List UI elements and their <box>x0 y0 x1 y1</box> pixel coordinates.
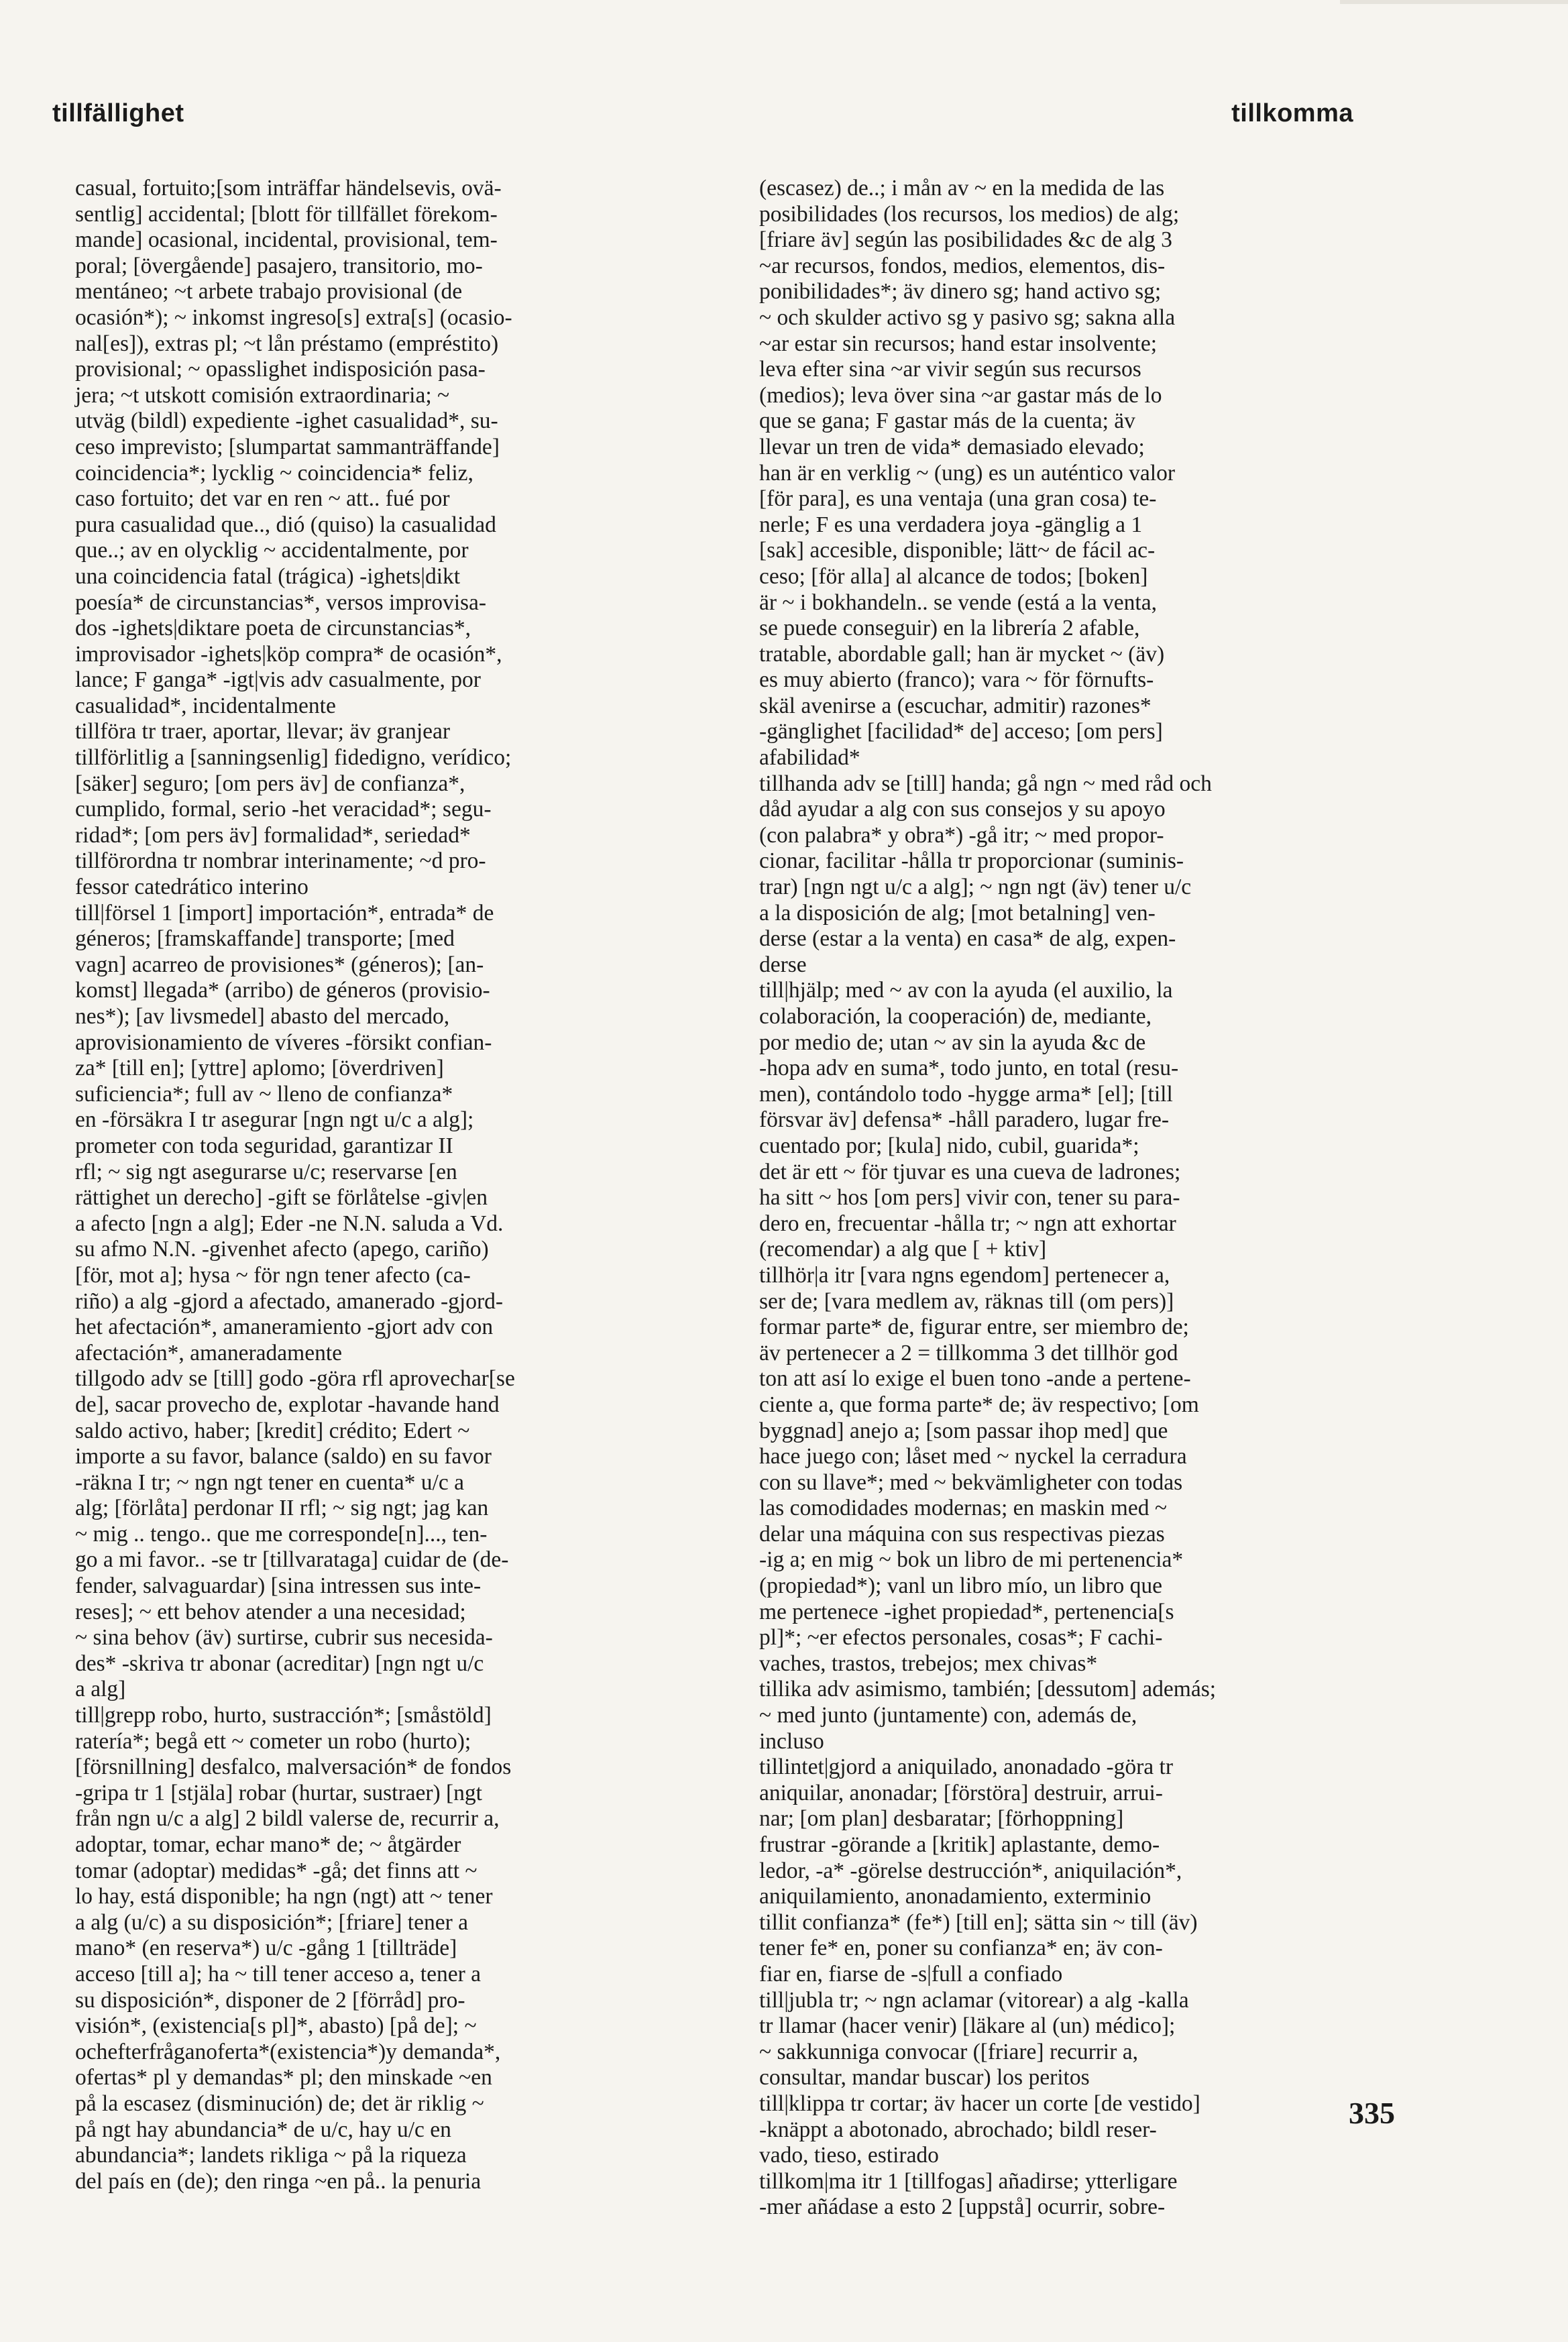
entry-line: cionar, facilitar -hålla tr proporcionar (suminis- <box>759 848 1184 874</box>
entry-line: ceso imprevisto; [slumpartat sammanträffande] <box>75 434 500 459</box>
entry-line: på la escasez (disminución) de; det är riklig ~ <box>75 2090 484 2116</box>
entry-line: su disposición*, disponer de 2 [förråd] pro- <box>75 1987 465 2013</box>
entry-line: poesía* de circunstancias*, versos improvisa- <box>75 590 487 615</box>
entry-line: ridad*; [om pers äv] formalidad*, seriedad* <box>75 822 471 848</box>
entry-line: tillkom|ma itr 1 [tillfogas] añadirse; ytterligare <box>759 2168 1178 2194</box>
entry-line: det är ett ~ för tjuvar es una cueva de ladrones; <box>759 1159 1181 1184</box>
entry-line: mano* (en reserva*) u/c -gång 1 [tillträde] <box>75 1936 457 1961</box>
entry-line: cumplido, formal, serio -het veracidad*; segu- <box>75 797 492 822</box>
entry-line: es muy abierto (franco); vara ~ för förnufts- <box>759 667 1154 693</box>
entry-line: ha sitt ~ hos [om pers] vivir con, tener su para- <box>759 1185 1180 1211</box>
right-guide-word: tillkomma <box>1231 99 1353 127</box>
entry-line: till|grepp robo, hurto, sustracción*; [småstöld] <box>75 1703 492 1728</box>
entry-line: de], sacar provecho de, explotar -havande hand <box>75 1392 500 1417</box>
entry-line: colaboración, la cooperación) de, mediante, <box>759 1004 1152 1029</box>
entry-line: -gänglighet [facilidad* de] acceso; [om pers] <box>759 719 1163 744</box>
entry-line: lance; F ganga* -igt|vis adv casualmente, por <box>75 667 481 693</box>
entry-line: men), contándolo todo -hygge arma* [el]; [till <box>759 1081 1173 1107</box>
entry-line: posibilidades (los recursos, los medios) de alg; <box>759 201 1180 227</box>
entry-line: -räkna I tr; ~ ngn ngt tener en cuenta* u/c a <box>75 1469 464 1495</box>
entry-line: skäl avenirse a (escuchar, admitir) razones* <box>759 693 1152 718</box>
entry-line: ofertas* pl y demandas* pl; den minskade ~en <box>75 2065 492 2090</box>
page-number: 335 <box>1349 2096 1395 2130</box>
entry-line: que se gana; F gastar más de la cuenta; äv <box>759 408 1135 434</box>
entry-line: cuentado por; [kula] nido, cubil, guarida*; <box>759 1133 1139 1158</box>
entry-line: en -försäkra I tr asegurar [ngn ngt u/c a alg]; <box>75 1107 474 1133</box>
entry-line: (recomendar) a alg que [ + ktiv] <box>759 1237 1047 1262</box>
entry-line: tillförlitlig a [sanningsenlig] fidedigno, verídico; <box>75 745 512 771</box>
entry-line: dos -ighets|diktare poeta de circunstancias*, <box>75 616 471 641</box>
entry-line: tener fe* en, poner su confianza* en; äv con- <box>759 1936 1163 1961</box>
entry-line: delar una máquina con sus respectivas piezas <box>759 1521 1165 1547</box>
entry-line: ciente a, que forma parte* de; äv respectivo; [om <box>759 1392 1199 1417</box>
entry-line: tillföra tr traer, aportar, llevar; äv granjear <box>75 719 451 744</box>
entry-line: derse (estar a la venta) en casa* de alg, expen- <box>759 926 1176 952</box>
entry-line: caso fortuito; det var en ren ~ att.. fué por <box>75 486 450 512</box>
entry-line: -knäppt a abotonado, abrochado; bildl reser- <box>759 2117 1157 2142</box>
entry-line: suficiencia*; full av ~ lleno de confianza* <box>75 1081 453 1107</box>
entry-line: improvisador -ighets|köp compra* de ocasión*, <box>75 641 502 667</box>
entry-line: [sak] accesible, disponible; lätt~ de fácil ac- <box>759 538 1156 563</box>
entry-line: fiar en, fiarse de -s|full a confiado <box>759 1961 1063 1987</box>
entry-line: afectación*, amaneradamente <box>75 1340 343 1365</box>
entry-line: ton att así lo exige el buen tono -ande a pertene- <box>759 1366 1191 1392</box>
entry-line: (con palabra* y obra*) -gå itr; ~ med propor- <box>759 822 1164 848</box>
entry-line: ceso; [för alla] al alcance de todos; [boken] <box>759 563 1148 589</box>
entry-line: ~ och skulder activo sg y pasivo sg; sakna alla <box>759 304 1176 330</box>
entry-line: tillika adv asimismo, también; [dessutom] además; <box>759 1677 1217 1702</box>
entry-line: ochefterfråganoferta*(existencia*)y demanda*, <box>75 2039 501 2064</box>
entry-line: -mer añádase a esto 2 [uppstå] ocurrir, sobre- <box>759 2194 1166 2220</box>
entry-line: ~ sina behov (äv) surtirse, cubrir sus necesida- <box>75 1625 493 1651</box>
entry-line: coincidencia*; lycklig ~ coincidencia* feliz, <box>75 460 473 486</box>
entry-line: [försnillning] desfalco, malversación* de fondos <box>75 1754 512 1780</box>
entry-line: a afecto [ngn a alg]; Eder -ne N.N. saluda a Vd. <box>75 1211 504 1236</box>
entry-line: rättighet un derecho] -gift se förlåtelse -giv|en <box>75 1185 488 1211</box>
entry-line: är ~ i bokhandeln.. se vende (está a la venta, <box>759 590 1157 615</box>
entry-line: komst] llegada* (arribo) de géneros (provisio- <box>75 978 490 1003</box>
entry-line: [friare äv] según las posibilidades &c de alg 3 <box>759 227 1172 253</box>
entry-line: nerle; F es una verdadera joya -gänglig a 1 <box>759 512 1143 537</box>
entry-line: afabilidad* <box>759 745 860 771</box>
entry-line: go a mi favor.. -se tr [tillvarataga] cuidar de (de- <box>75 1547 509 1573</box>
entry-line: tillintet|gjord a aniquilado, anonadado -göra tr <box>759 1754 1173 1780</box>
entry-line: pura casualidad que.., dió (quiso) la casualidad <box>75 512 496 537</box>
entry-line: importe a su favor, balance (saldo) en su favor <box>75 1444 492 1469</box>
entry-line: dåd ayudar a alg con sus consejos y su apoyo <box>759 797 1166 822</box>
entry-line: nes*); [av livsmedel] abasto del mercado, <box>75 1004 450 1029</box>
entry-line: pl]*; ~er efectos personales, cosas*; F cachi- <box>759 1625 1163 1651</box>
entry-line: ponibilidades*; äv dinero sg; hand activo sg; <box>759 279 1162 304</box>
entry-line: mentáneo; ~t arbete trabajo provisional (de <box>75 279 463 304</box>
entry-line: por medio de; utan ~ av sin la ayuda &c de <box>759 1029 1146 1055</box>
entry-line: rfl; ~ sig ngt asegurarse u/c; reservarse [en <box>75 1159 457 1184</box>
entry-line: que..; av en olycklig ~ accidentalmente, por <box>75 538 469 563</box>
entry-line: ~ mig .. tengo.. que me corresponde[n]..., ten- <box>75 1521 488 1547</box>
entry-line: [för para], es una ventaja (una gran cosa) te- <box>759 486 1157 512</box>
entry-line: a alg (u/c) a su disposición*; [friare] tener a <box>75 1909 469 1935</box>
entry-line: utväg (bildl) expediente -ighet casualidad*, su- <box>75 408 498 434</box>
entry-line: byggnad] anejo a; [som passar ihop med] que <box>759 1418 1168 1443</box>
entry-line: aprovisionamiento de víveres -försikt confian- <box>75 1029 492 1055</box>
entry-line: [säker] seguro; [om pers äv] de confianza*, <box>75 771 465 796</box>
entry-line: des* -skriva tr abonar (acreditar) [ngn ngt u/c <box>75 1651 484 1676</box>
entry-line: ~ med junto (juntamente) con, además de, <box>759 1703 1137 1728</box>
right-column <box>759 176 1349 2220</box>
entry-line: tillhanda adv se [till] handa; gå ngn ~ med råd och <box>759 771 1212 796</box>
entry-line: saldo activo, haber; [kredit] crédito; Edert ~ <box>75 1418 470 1443</box>
entry-line: -hopa adv en suma*, todo junto, en total (resu- <box>759 1056 1179 1081</box>
entry-line: vado, tieso, estirado <box>759 2143 939 2168</box>
entry-line: på ngt hay abundancia* de u/c, hay u/c en <box>75 2117 451 2142</box>
entry-line: las comodidades modernas; en maskin med ~ <box>759 1496 1167 1521</box>
entry-line: till|hjälp; med ~ av con la ayuda (el auxilio, la <box>759 978 1173 1003</box>
entry-line: -ig a; en mig ~ bok un libro de mi pertenencia* <box>759 1547 1184 1573</box>
entry-line: tillgodo adv se [till] godo -göra rfl aprovechar[se <box>75 1366 515 1392</box>
entry-line: provisional; ~ opasslighet indisposición pasa- <box>75 357 486 382</box>
entry-line: vagn] acarreo de provisiones* (géneros); [an- <box>75 952 484 977</box>
entry-line: vaches, trastos, trebejos; mex chivas* <box>759 1651 1098 1676</box>
entry-line: del país en (de); den ringa ~en på.. la penuria <box>75 2168 482 2194</box>
entry-line: tillhör|a itr [vara ngns egendom] pertenecer a, <box>759 1262 1170 1288</box>
entry-line: tratable, abordable gall; han är mycket ~ (äv) <box>759 641 1165 667</box>
entry-line: lo hay, está disponible; ha ngn (ngt) att ~ tener <box>75 1884 493 1909</box>
entry-line: försvar äv] defensa* -håll paradero, lugar fre- <box>759 1107 1170 1133</box>
entry-line: ~ sakkunniga convocar ([friare] recurrir a, <box>759 2039 1138 2064</box>
entry-line: till|försel 1 [import] importación*, entrada* de <box>75 900 494 926</box>
entry-line: fessor catedrático interino <box>75 875 309 900</box>
entry-line: prometer con toda seguridad, garantizar II <box>75 1133 453 1158</box>
entry-line: (escasez) de..; i mån av ~ en la medida de las <box>759 176 1165 201</box>
entry-line: reses]; ~ ett behov atender a una necesidad; <box>75 1599 466 1624</box>
entry-line: a alg] <box>75 1677 126 1702</box>
entry-line: tomar (adoptar) medidas* -gå; det finns att ~ <box>75 1858 478 1883</box>
entry-line: poral; [övergående] pasajero, transitorio, mo- <box>75 253 483 278</box>
entry-line: a la disposición de alg; [mot betalning] ven- <box>759 900 1156 926</box>
entry-line: casual, fortuito;[som inträffar händelsevis, ovä- <box>75 176 502 201</box>
entry-line: adoptar, tomar, echar mano* de; ~ åtgärder <box>75 1832 461 1857</box>
entry-line: géneros; [framskaffande] transporte; [med <box>75 926 455 952</box>
entry-line: frustrar -görande a [kritik] aplastante, demo- <box>759 1832 1160 1857</box>
entry-line: za* [till en]; [yttre] aplomo; [överdriven] <box>75 1056 444 1081</box>
entry-line: mande] ocasional, incidental, provisional, tem- <box>75 227 498 253</box>
entry-line: hace juego con; låset med ~ nyckel la cerradura <box>759 1444 1187 1469</box>
entry-line: derse <box>759 952 807 977</box>
entry-line: ledor, -a* -görelse destrucción*, aniquilación*, <box>759 1858 1182 1883</box>
entry-line: (medios); leva över sina ~ar gastar más de lo <box>759 382 1162 408</box>
entry-line: con su llave*; med ~ bekvämligheter con todas <box>759 1469 1183 1495</box>
entry-line: (propiedad*); vanl un libro mío, un libro que <box>759 1573 1163 1599</box>
entry-line: ~ar estar sin recursos; hand estar insolvente; <box>759 331 1158 356</box>
entry-line: ~ar recursos, fondos, medios, elementos, dis- <box>759 253 1166 278</box>
entry-line: ocasión*); ~ inkomst ingreso[s] extra[s] (ocasio- <box>75 304 512 330</box>
entry-line: äv pertenecer a 2 = tillkomma 3 det tillhör god <box>759 1340 1178 1365</box>
entry-line: alg; [förlåta] perdonar II rfl; ~ sig ngt; jag kan <box>75 1496 489 1521</box>
left-guide-word: tillfällighet <box>52 99 184 127</box>
entry-line: abundancia*; landets rikliga ~ på la riqueza <box>75 2143 467 2168</box>
entry-line: aniquilamiento, anonadamiento, exterminio <box>759 1884 1152 1909</box>
entry-line: från ngn u/c a alg] 2 bildl valerse de, recurrir a, <box>75 1806 500 1832</box>
entry-line: su afmo N.N. -givenhet afecto (apego, cariño) <box>75 1237 489 1262</box>
entry-line: ser de; [vara medlem av, räknas till (om pers)] <box>759 1288 1174 1314</box>
entry-line: una coincidencia fatal (trágica) -ighets|dikt <box>75 563 461 589</box>
left-column <box>75 176 710 2194</box>
entry-line: tillit confianza* (fe*) [till en]; sätta sin ~ till (äv) <box>759 1909 1198 1935</box>
entry-line: llevar un tren de vida* demasiado elevado; <box>759 434 1145 459</box>
entry-line: incluso <box>759 1728 824 1754</box>
page-edge-shadow <box>1340 0 1568 4</box>
entry-line: acceso [till a]; ha ~ till tener acceso a, tener a <box>75 1961 481 1987</box>
entry-line: casualidad*, incidentalmente <box>75 693 336 718</box>
entry-line: het afectación*, amaneramiento -gjort adv con <box>75 1315 494 1340</box>
entry-line: tillförordna tr nombrar interinamente; ~d pro- <box>75 848 486 874</box>
entry-line: han är en verklig ~ (ung) es un auténtico valor <box>759 460 1175 486</box>
entry-line: leva efter sina ~ar vivir según sus recursos <box>759 357 1141 382</box>
entry-line: consultar, mandar buscar) los peritos <box>759 2065 1090 2090</box>
entry-line: se puede conseguir) en la librería 2 afable, <box>759 616 1140 641</box>
entry-line: till|klippa tr cortar; äv hacer un corte [de vestido] <box>759 2090 1200 2116</box>
entry-line: nar; [om plan] desbaratar; [förhoppning] <box>759 1806 1124 1832</box>
entry-line: till|jubla tr; ~ ngn aclamar (vitorear) a alg -kalla <box>759 1987 1189 2013</box>
entry-line: me pertenece -ighet propiedad*, pertenencia[s <box>759 1599 1174 1624</box>
entry-line: [för, mot a]; hysa ~ för ngn tener afecto (ca- <box>75 1262 471 1288</box>
entry-line: jera; ~t utskott comisión extraordinaria; ~ <box>75 382 450 408</box>
entry-line: -gripa tr 1 [stjäla] robar (hurtar, sustraer) [ngt <box>75 1780 482 1805</box>
entry-line: sentlig] accidental; [blott för tillfället förekom- <box>75 201 498 227</box>
entry-line: dero en, frecuentar -hålla tr; ~ ngn att exhortar <box>759 1211 1176 1236</box>
entry-line: nal[es]), extras pl; ~t lån préstamo (empréstito) <box>75 331 499 356</box>
entry-line: fender, salvaguardar) [sina intressen sus inte- <box>75 1573 482 1599</box>
entry-line: riño) a alg -gjord a afectado, amanerado -gjord- <box>75 1288 504 1314</box>
entry-line: tr llamar (hacer venir) [läkare al (un) médico]; <box>759 2013 1176 2039</box>
entry-line: trar) [ngn ngt u/c a alg]; ~ ngn ngt (äv) tener u/c <box>759 875 1192 900</box>
entry-line: visión*, (existencia[s pl]*, abasto) [på de]; ~ <box>75 2013 477 2039</box>
entry-line: ratería*; begå ett ~ cometer un robo (hurto); <box>75 1728 471 1754</box>
entry-line: aniquilar, anonadar; [förstöra] destruir, arrui- <box>759 1780 1163 1805</box>
entry-line: formar parte* de, figurar entre, ser miembro de; <box>759 1315 1189 1340</box>
